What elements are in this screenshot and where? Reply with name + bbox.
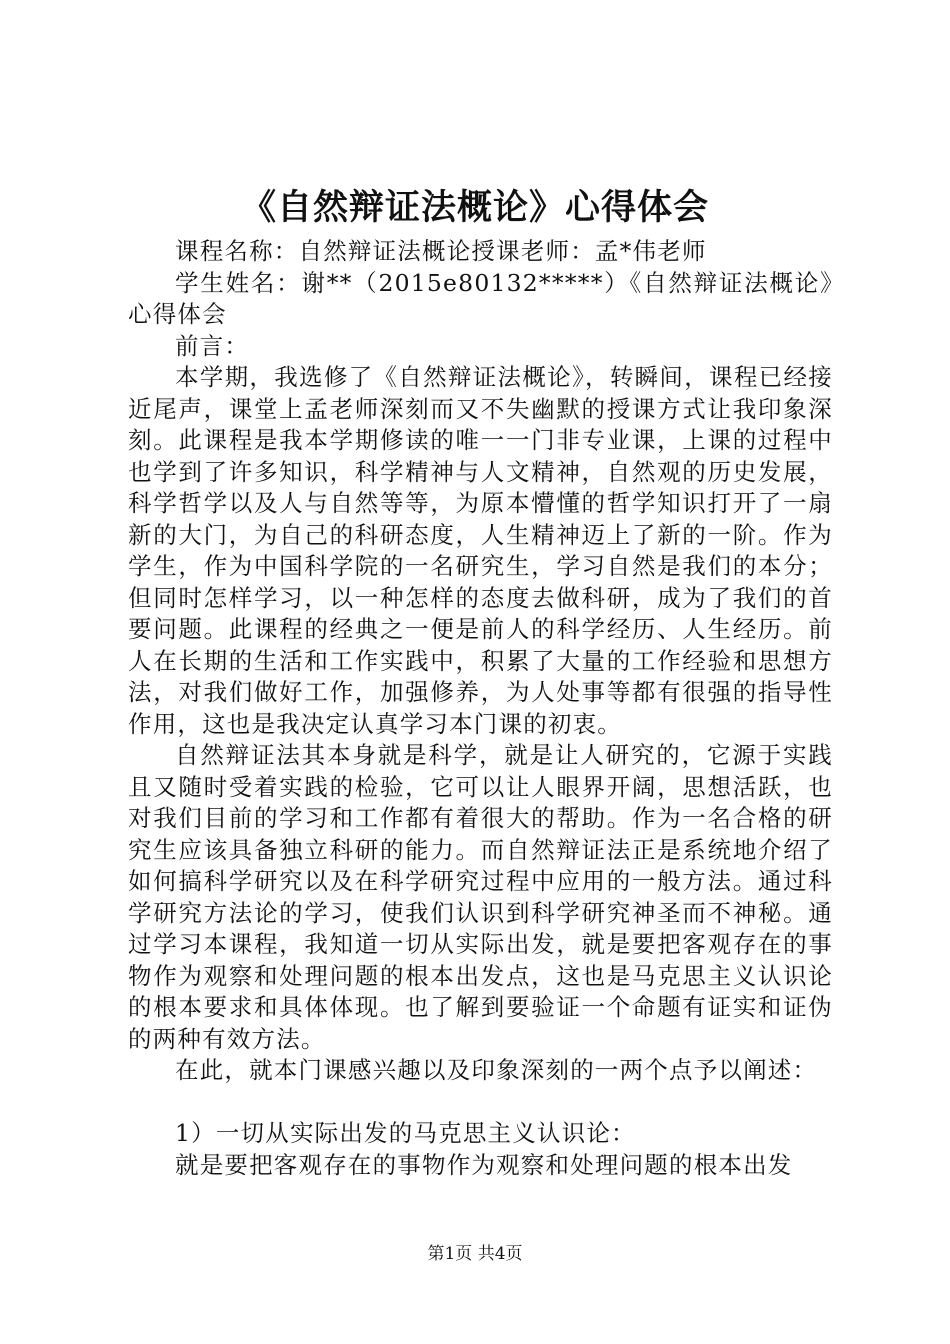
body-paragraph: 自然辩证法其本身就是科学，就是让人研究的，它源于实践且又随时受着实践的检验，它可以让人眼界开阔，思想活跃，也对我们目前的学习和工作都有着很大的帮助。作为一名合格的研究生应该具备独立科研的能力。而自然辩证法正是系统地介绍了如何搞科学研究以及在科学研究过程中应用的一般方法。通过科学研究方法论的学习，使我们认识到科学研究神圣而不神秘。通过学习本课程，我知道一切从实际出发，就是要把客观存在的事物作为观察和处理问题的根本出发点，这也是马克思主义认识论的根本要求和具体体现。也了解到要验证一个命题有证实和证伪的两种有效方法。 [128,741,833,1053]
student-info-line: 学生姓名：谢**（2015e80132*****）《自然辩证法概论》心得体会 [128,268,833,328]
body-paragraph: 在此，就本门课感兴趣以及印象深刻的一两个点予以阐述： [175,1056,818,1084]
course-info-line: 课程名称：自然辩证法概论授课老师：孟*伟老师 [175,237,707,265]
body-paragraph: 就是要把客观存在的事物作为观察和处理问题的根本出发 [175,1150,793,1179]
document-title: 《自然辩证法概论》心得体会 [240,187,709,228]
preface-heading: 前言： [175,331,250,360]
page-footer: 第1页 共4页 [427,1244,523,1264]
document-body [128,236,833,1181]
body-paragraph: 本学期，我选修了《自然辩证法概论》，转瞬间，课程已经接近尾声，课堂上孟老师深刻而又不失幽默的授课方式让我印象深刻。此课程是我本学期修读的唯一一门非专业课，上课的过程中也学到了许多知识，科学精神与人文精神，自然观的历史发展，科学哲学以及人与自然等等，为原本懵懂的哲学知识打开了一扇新的大门，为自己的科研态度，人生精神迈上了新的一阶。作为学生，作为中国科学院的一名研究生，学习自然是我们的本分；但同时怎样学习，以一种怎样的态度去做科研，成为了我们的首要问题。此课程的经典之一便是前人的科学经历、人生经历。前人在长期的生活和工作实践中，积累了大量的工作经验和思想方法，对我们做好工作，加强修养，为人处事等都有很强的指导性作用，这也是我决定认真学习本门课的初衷。 [128,363,833,738]
section-heading: 1）一切从实际出发的马克思主义认识论： [175,1119,636,1147]
